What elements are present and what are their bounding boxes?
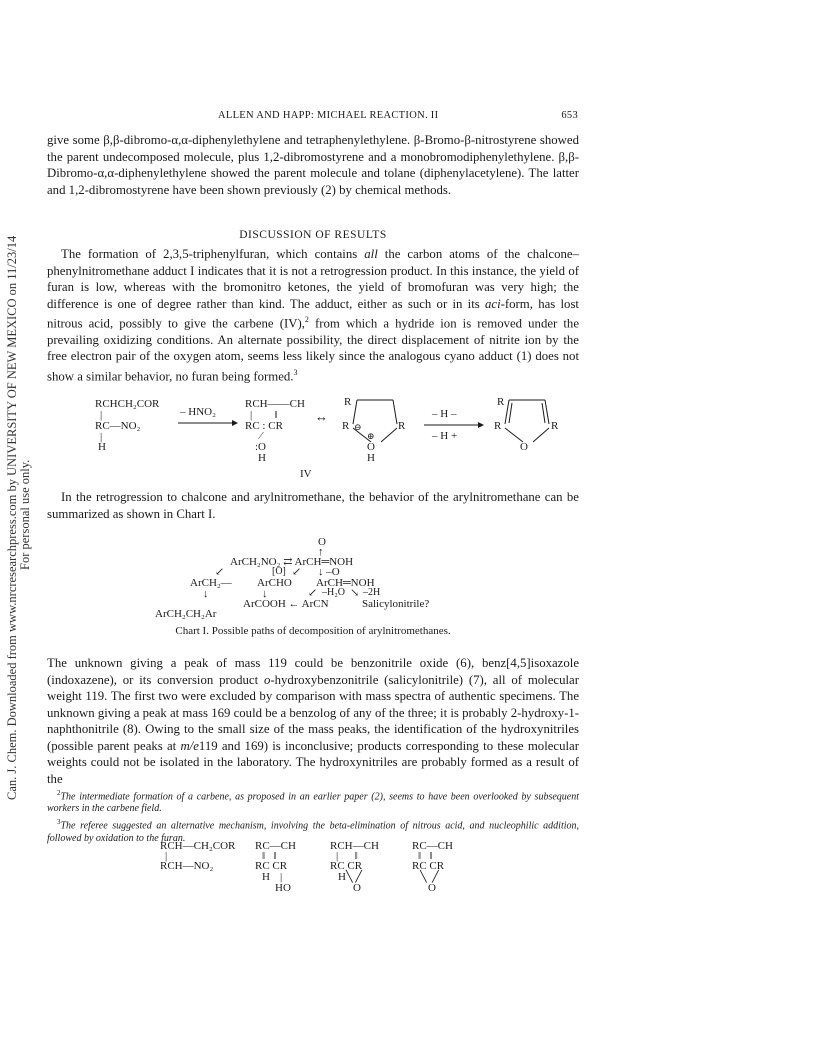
s1-ring1-minus: ⊖: [354, 422, 362, 432]
s1-ring1-plus: ⊕: [367, 431, 375, 441]
footnote-2: [47, 787, 579, 815]
chart1-down-arrow-2: ↓: [262, 588, 268, 600]
s1-ring2-r-right: R: [551, 420, 559, 432]
s1-left-top: RCHCH₂COR: [95, 398, 160, 410]
chart1-diag1: ↙: [215, 566, 225, 578]
s2-struct2-bonds: ‖ ‖: [262, 850, 277, 862]
chart1-h2o: –H₂O: [322, 587, 345, 598]
p2-d: from which a hydride ion is removed under the prevailing oxidizing conditions. An alternate possibility, the direct displacement of nitrite ion by the free electron pair of the oxygen atom, seems less likely since the analogous cyano adduct (1) does not show a similar behavior, no furan being formed.: [47, 316, 579, 384]
s2-struct4-bonds: ‖ ‖: [418, 850, 433, 862]
s1-left-bond2: |: [100, 431, 103, 443]
watermark-text: [6, 236, 32, 800]
s1-ring1-r-top: R: [344, 396, 352, 408]
p2-c: -form, has lost nitrous acid, possibly to give the carbene (IV),: [47, 296, 579, 331]
watermark-line-2: For personal use only.: [18, 459, 32, 570]
s1-ring2-r-left: R: [494, 420, 502, 432]
p2-a: The formation of 2,3,5-triphenylfuran, which contains: [61, 247, 365, 261]
p4-b: -hydroxybenzonitrile (salicylonitrile) (7), all of molecular weight 119. The first two were excluded by comparison with mass spectra of authentic specimens. The unknown giving a peak at mass 169 could be a benzolog of any of the three; it is probably 2-hydroxy-1-naphthonitrile (8). Owing to the small size of the mass peaks, the identification of the hydroxynitriles (possible parent peaks at: [47, 672, 580, 753]
footnote-ref-2: 2: [304, 315, 309, 324]
s1-left-h: H: [98, 441, 106, 453]
s1-ring1-h: H: [367, 452, 375, 464]
s2-struct4-mid: RC CR: [412, 860, 445, 872]
chart1-down-arrow: ↓: [203, 588, 209, 600]
s2-struct4-vee: ╲ ╱: [420, 871, 439, 883]
s1-ring1-o: O: [367, 441, 375, 453]
footnote-3: [47, 816, 579, 844]
s1-ring1-r-right: R: [398, 420, 406, 432]
compound-label-iv: IV: [300, 468, 312, 480]
watermark-line-1: Can. J. Chem. Downloaded from www.nrcresearchpress.com by UNIVERSITY OF NEW MEXICO on 11/23/14: [5, 235, 19, 800]
s2-struct1-bottom: RCH—NO₂: [160, 860, 214, 872]
s2-struct2-ho: HO: [275, 882, 291, 894]
s1-ring2-o: O: [520, 441, 528, 453]
paragraph-3: [47, 489, 579, 522]
footnotes: [47, 787, 579, 846]
paragraph-3-text: In the retrogression to chalcone and arylnitromethane, the behavior of the arylnitromethane can be summarized as shown in Chart I.: [47, 490, 579, 521]
chart1-arcooh: ArCOOH ← ArCN: [243, 598, 329, 610]
p2-b: the carbon atoms of the chalcone–phenylnitromethane adduct I indicates that it is not a retrogression product. In this instance, the yield of furan is low, whereas with the bromonitro ketones, the yield of bromofuran was very high; the difference is one of degree rather than kind. The adduct, either as such or in its: [47, 247, 579, 311]
s2-struct3-top: RCH—CH: [330, 840, 379, 852]
s2-struct2-bond2: |: [280, 871, 283, 883]
s1-arrow1: [178, 419, 238, 427]
s1-arrow2: [424, 421, 484, 429]
chart1-row1: ArCH₂NO₂ ⇄ ArCH═NOH: [230, 556, 354, 568]
running-head: ALLEN AND HAPP: MICHAEL REACTION. II: [218, 110, 439, 121]
s2-struct3-h: H: [338, 871, 346, 883]
s1-ring1-r-left: R: [342, 420, 350, 432]
s1-ring2-r-top: R: [497, 396, 505, 408]
s2-struct3-vee: ╲ ╱: [346, 871, 362, 883]
chart1-o-label: [O]: [272, 566, 286, 577]
s1-mid-bonds: | ‖: [250, 409, 278, 421]
footnote-ref-3: 3: [293, 367, 298, 377]
download-watermark: [0, 0, 34, 1056]
footnote-2-text: The intermediate formation of a carbene, as proposed in an earlier paper (2), seems to have been overlooked by subsequent workers in the carbene field.: [47, 791, 579, 815]
s1-mid-h: H: [258, 452, 266, 464]
p4-c: 119 and 169) is inconclusive; products corresponding to these molecular weights could not be isolated in the laboratory. The hydroxynitriles are probably formed as a result of the: [47, 738, 579, 786]
page-number: 653: [561, 110, 578, 121]
chart1-o-top: O: [318, 536, 326, 548]
s1-mid-mid: RC : CR: [245, 420, 283, 432]
s1-arrow2-label-bottom: – H +: [432, 430, 458, 442]
s1-mid-top: RCH——CH: [245, 398, 305, 410]
s2-struct3-bonds: | ‖: [336, 850, 358, 862]
p4-a: The unknown giving a peak of mass 119 could be benzonitrile oxide (6), benz[4,5]isoxazole (indoxazene), or its conversion product: [47, 656, 579, 687]
s2-struct1-top: RCH—CH₂COR: [160, 840, 236, 852]
s1-arrow2-label-top: – H –: [432, 408, 457, 420]
chart1-2h: –2H: [363, 587, 381, 598]
p4-emph-o: o: [263, 672, 271, 687]
s2-struct1-bond: |: [165, 850, 168, 862]
s1-left-bond: |: [100, 409, 103, 421]
chart1-archo: ArCHO: [257, 577, 292, 589]
paragraph-1: [47, 132, 579, 198]
chart1-arch: ArCH₂—: [190, 577, 232, 589]
paragraph-1-text: give some β,β-dibromo-α,α-diphenylethylene and tetraphenylethylene. β-Bromo-β-nitrostyrene showed the parent undecomposed molecule, plus 1,2-dibromostyrene and a monobromodiphenylethylene. β,β-Dibromo-α,α-diphenylethylene showed the parent molecule and tolane (diphenylacetylene). The latter and 1,2-dibromostyrene have been shown previously (2) by chemical methods.: [47, 133, 579, 197]
paragraph-2: [47, 246, 579, 385]
paragraph-4-text: [47, 655, 579, 787]
chart1-salicylonitrile: Salicylonitrile?: [362, 598, 430, 610]
s2-struct3-mid: RC CR: [330, 860, 363, 872]
chart1-diag3: ↙: [308, 587, 318, 599]
s1-resonance-arrow: ↔: [315, 409, 328, 424]
p4-emph-me: m/e: [180, 738, 199, 753]
footnote-3-number: 3: [57, 818, 61, 827]
footnote-2-number: 2: [57, 789, 61, 797]
footnote-3-text: The referee suggested an alternative mechanism, involving the beta-elimination of nitrous acid, and nucleophilic addition, followed by oxidation to the furan.: [47, 820, 579, 844]
s2-struct3-o: O: [353, 882, 361, 894]
chart1-minus-o: ↓ –O: [318, 566, 340, 578]
s1-mid-o: :O: [255, 441, 266, 453]
s1-mid-diag: ⁄: [260, 430, 262, 442]
chart1-arch2ch2ar: ArCH₂CH₂Ar: [155, 608, 217, 620]
p2-emph-aci: aci: [484, 296, 501, 311]
s2-struct4-o: O: [428, 882, 436, 894]
paragraph-4: [47, 655, 579, 787]
paragraph-2-text: [47, 246, 579, 385]
s2-struct2-top: RC—CH: [255, 840, 296, 852]
chart1-up-arrow: ↑: [318, 546, 324, 558]
chart-i-caption: Chart I. Possible paths of decomposition of arylnitromethanes.: [175, 625, 451, 637]
p2-emph-all: all: [364, 247, 378, 261]
s2-struct2-mid: RC CR: [255, 860, 288, 872]
chart1-diag2: ↙: [292, 566, 302, 578]
s1-left-bottom: RC—NO₂: [95, 420, 141, 432]
s1-arrow1-label: – HNO₂: [180, 406, 216, 418]
s2-struct2-h: H: [262, 871, 270, 883]
chart1-arch-noh: ArCH═NOH: [316, 577, 375, 589]
section-heading: DISCUSSION OF RESULTS: [239, 229, 387, 241]
chart1-diag4: ↘: [350, 587, 360, 599]
s2-struct4-top: RC—CH: [412, 840, 453, 852]
